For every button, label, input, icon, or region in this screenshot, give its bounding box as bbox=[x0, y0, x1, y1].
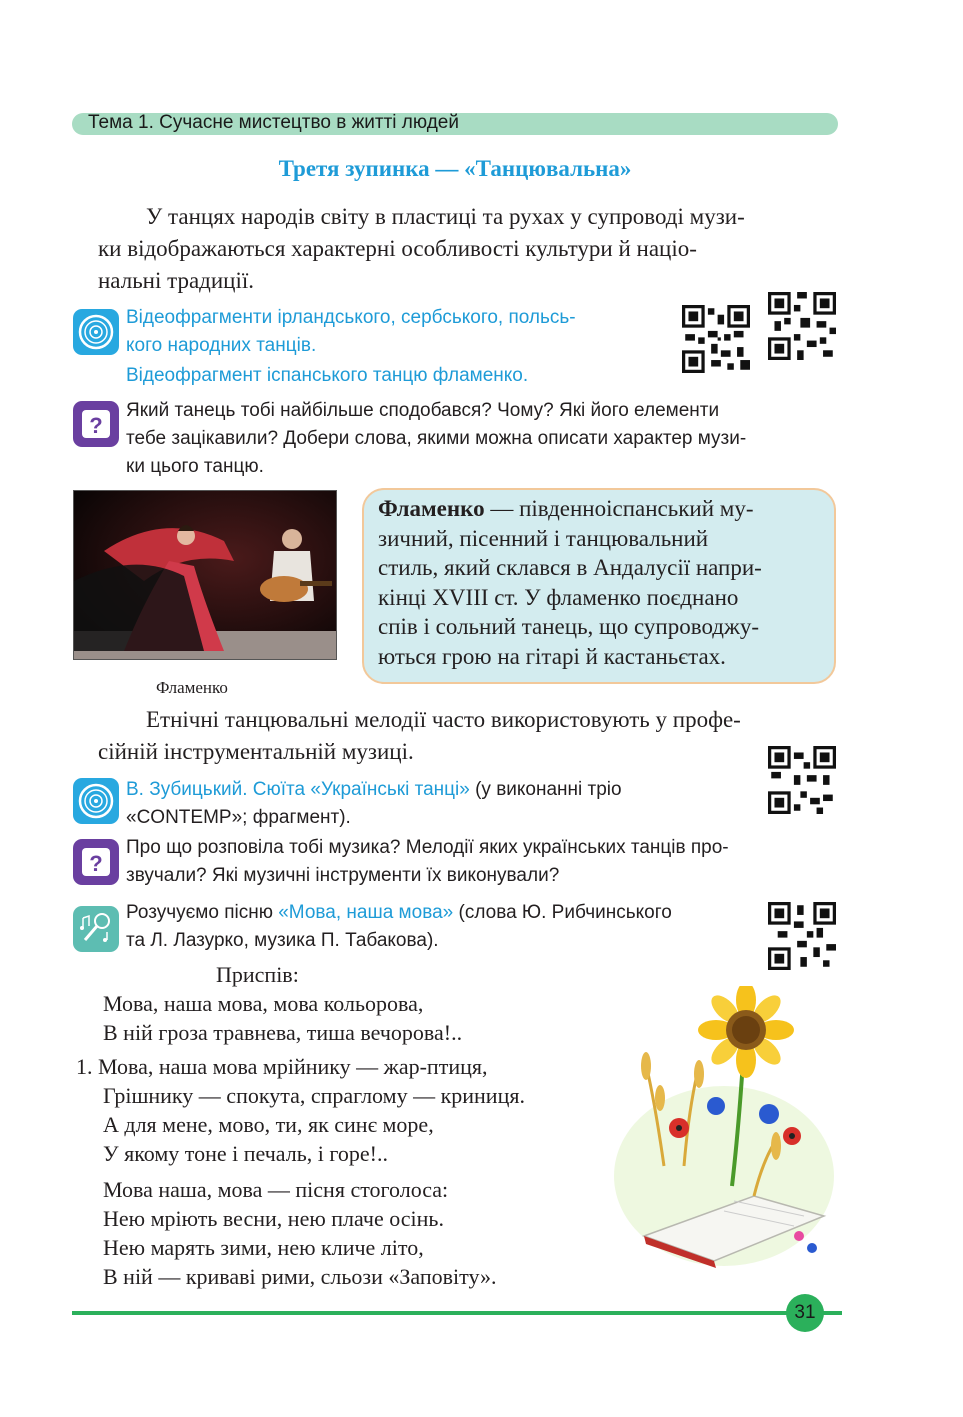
ethnic-line: Етнічні танцювальні мелодії часто використовують у профе- bbox=[146, 707, 741, 732]
definition-line: спів і сольний танець, що супроводжу- bbox=[378, 614, 760, 639]
song-intro bbox=[126, 899, 756, 955]
ethnic-paragraph bbox=[98, 704, 838, 768]
qr-code-icon[interactable] bbox=[768, 746, 836, 814]
qr-code-icon[interactable] bbox=[682, 305, 750, 373]
definition-line: кінці XVIII ст. У фламенко поєднано bbox=[378, 584, 739, 610]
verse-line: Нею марять зими, нею кличе літо, bbox=[103, 1235, 424, 1260]
chorus-line: В ній гроза травнева, тиша вечорова!.. bbox=[103, 1020, 463, 1045]
video1-line: Відеофрагменти ірландського, сербського, польсь- bbox=[126, 307, 576, 328]
question1-line: Який танець тобі найбільше сподобався? Чому? Які його елементи bbox=[126, 400, 720, 421]
photo-caption: Фламенко bbox=[156, 678, 228, 697]
intro-line: ки відображаються характерні особливості культури й націо- bbox=[98, 236, 697, 261]
chorus bbox=[103, 989, 462, 1047]
topic-title: Тема 1. Сучасне мистецтво в житті людей bbox=[88, 112, 459, 133]
intro-line: У танцях народів світу в пластиці та рухах у супроводі музи- bbox=[146, 204, 745, 229]
video-fragment-2 bbox=[126, 776, 746, 832]
svg-text:?: ? bbox=[89, 851, 103, 876]
section-title: Третя зупинка — «Танцювальна» bbox=[278, 156, 632, 181]
verse-line: У якому тоне і печаль, і горе!.. bbox=[103, 1141, 388, 1166]
video2-line: «CONTEMP»; фрагмент). bbox=[126, 807, 351, 828]
qr-code-icon[interactable] bbox=[768, 902, 836, 970]
question-mark-icon bbox=[73, 401, 119, 447]
song-line bbox=[126, 899, 756, 927]
chorus-line: Мова, наша мова, мова кольорова, bbox=[103, 991, 424, 1016]
video-disc-icon[interactable] bbox=[73, 778, 119, 824]
microphone-music-icon bbox=[73, 906, 119, 952]
video2-link[interactable]: В. Зубицький. Сюїта «Українські танці» bbox=[126, 779, 470, 800]
video1-line: кого народних танців. bbox=[126, 335, 317, 356]
video-fragments-1[interactable] bbox=[126, 304, 666, 390]
footer-line bbox=[72, 1311, 842, 1315]
question-1-text bbox=[126, 397, 838, 481]
verse-line: 1. Мова, наша мова мрійнику — жар-птиця, bbox=[76, 1054, 488, 1079]
song-rest: (слова Ю. Рибчинського bbox=[453, 902, 672, 923]
ethnic-line: сійній інструментальній музиці. bbox=[98, 739, 414, 764]
definition-line: стиль, який склався в Андалусії напри- bbox=[378, 555, 762, 580]
sunflower-book-illustration bbox=[604, 986, 840, 1278]
song-prefix: Розучуємо пісню bbox=[126, 902, 279, 923]
intro-paragraph bbox=[98, 201, 838, 297]
svg-text:?: ? bbox=[89, 413, 103, 438]
question1-line: тебе зацікавили? Добери слова, якими можна описати характер музи- bbox=[126, 428, 747, 449]
question1-line: ки цього танцю. bbox=[126, 456, 264, 477]
question-mark-icon bbox=[73, 839, 119, 885]
verse-line: Нею мріють весни, нею плаче осінь. bbox=[103, 1206, 444, 1231]
definition-line: зичний, пісенний і танцювальний bbox=[378, 525, 709, 551]
verse-line: Мова наша, мова — пісня стоголоса: bbox=[103, 1177, 449, 1202]
verse-1 bbox=[76, 1052, 525, 1168]
video1-line: Відеофрагмент іспанського танцю фламенко. bbox=[126, 365, 529, 386]
question2-line: Про що розповіла тобі музика? Мелодії яких українських танців про- bbox=[126, 837, 729, 858]
flamenco-photo bbox=[73, 490, 337, 660]
qr-code-icon[interactable] bbox=[768, 292, 836, 360]
intro-line: нальні традиції. bbox=[98, 268, 255, 293]
video-disc-icon[interactable] bbox=[73, 309, 119, 355]
verse-2 bbox=[103, 1175, 497, 1291]
chorus-title: Приспів: bbox=[216, 962, 299, 987]
question-2-text bbox=[126, 834, 838, 890]
verse-line: Грішнику — спокута, спраглому — криниця. bbox=[103, 1083, 525, 1108]
definition-line-rest: — південноіспанський му- bbox=[484, 496, 754, 521]
video2-line bbox=[126, 776, 746, 804]
definition-line bbox=[378, 494, 824, 524]
definition-term: Фламенко bbox=[378, 496, 485, 521]
verse-line: В ній — криваві рими, сльози «Заповіту». bbox=[103, 1264, 497, 1289]
definition-line: ються грою на гітарі й кастаньєтах. bbox=[378, 643, 726, 669]
verse-line: А для мене, мово, ти, як синє море, bbox=[103, 1112, 434, 1137]
song-title-link[interactable]: «Мова, наша мова» bbox=[278, 902, 454, 923]
video2-rest: (у виконанні тріо bbox=[469, 779, 622, 800]
definition-text bbox=[378, 494, 824, 671]
song-line: та Л. Лазурко, музика П. Табакова). bbox=[126, 930, 439, 951]
page-number: 31 bbox=[786, 1294, 824, 1332]
question2-line: звучали? Які музичні інструменти їх виконували? bbox=[126, 865, 560, 886]
